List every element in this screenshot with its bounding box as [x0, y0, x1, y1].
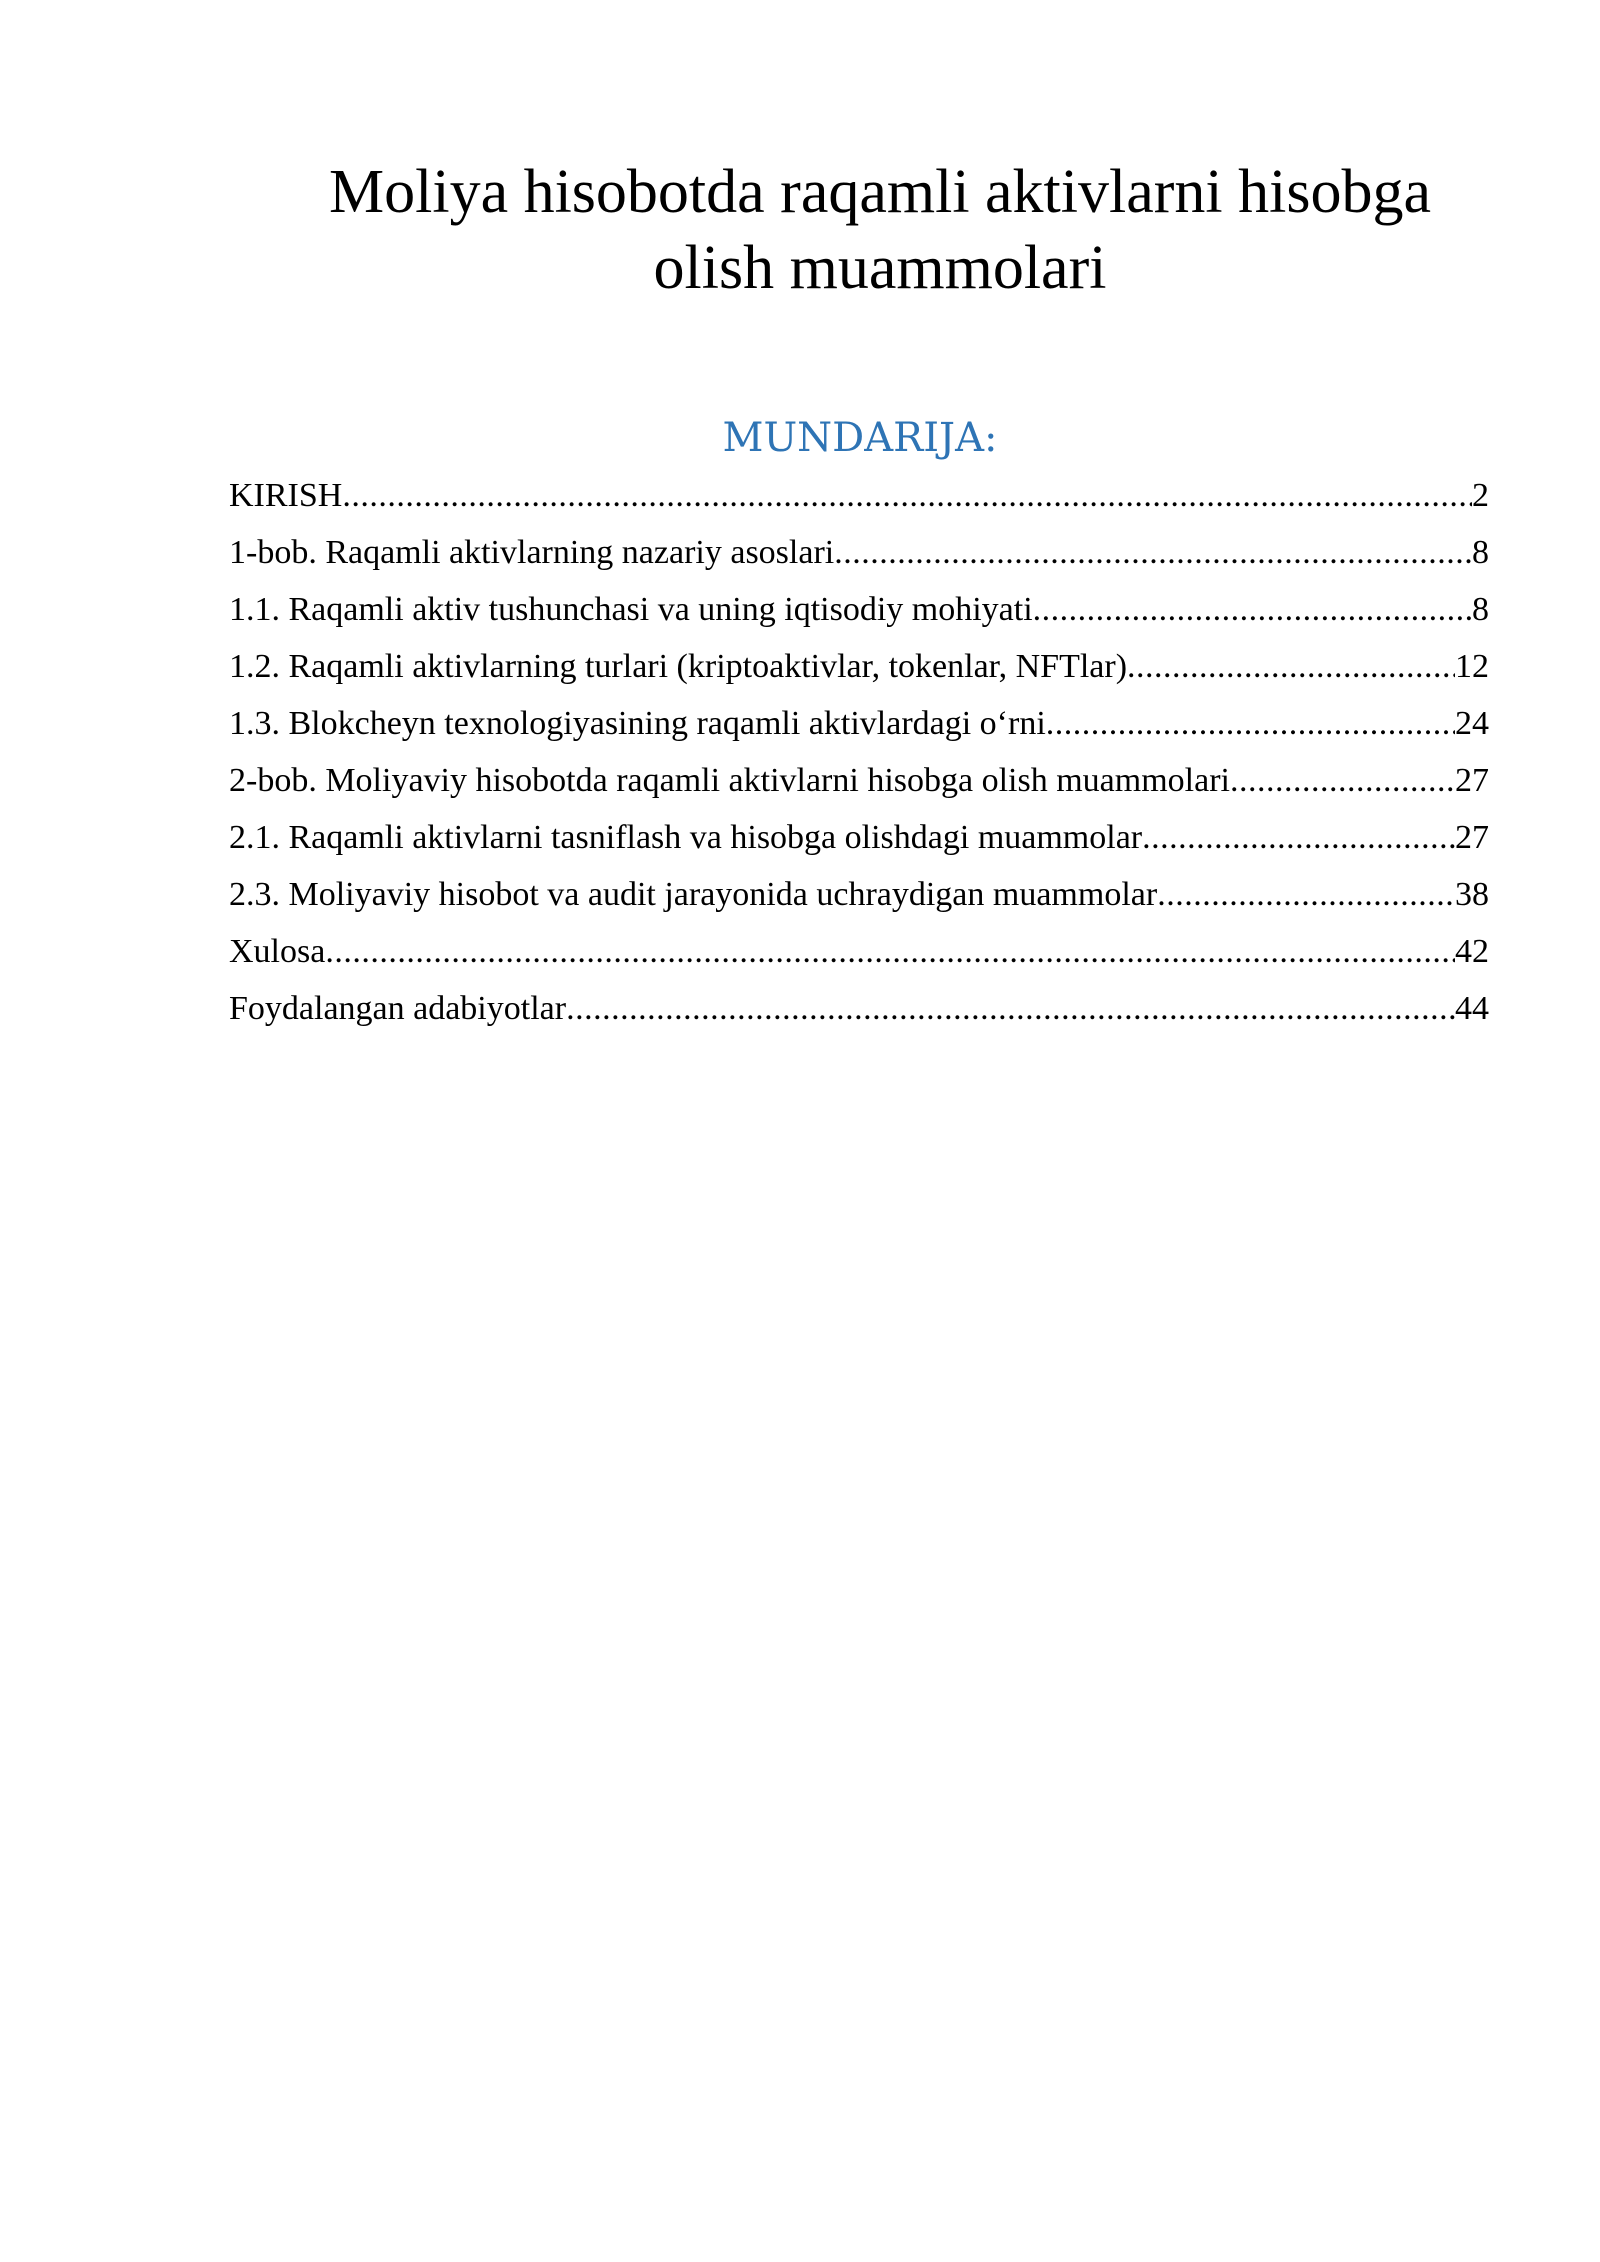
document-title-line-2: olish muammolari: [653, 234, 1107, 302]
document-title-line-1: Moliya hisobotda raqamli aktivlarni hisobga: [328, 158, 1431, 226]
toc-entry-page: 8: [1472, 591, 1489, 628]
toc-entry-label: KIRISH: [229, 477, 343, 514]
toc-entry-page: 27: [1455, 819, 1489, 856]
toc-entry-section-1-1[interactable]: [229, 581, 1489, 638]
toc-dot-leader: [1230, 752, 1455, 809]
toc-entry-page: 24: [1455, 705, 1489, 742]
toc-entry-references[interactable]: [229, 980, 1489, 1037]
toc-heading: MUNDARIJA:: [722, 415, 998, 461]
toc-entry-page: 27: [1455, 762, 1489, 799]
toc-entry-page: 44: [1455, 990, 1489, 1027]
toc-dot-leader: [325, 923, 1455, 980]
toc-entry-label: 2.1. Raqamli aktivlarni tasniflash va hisobga olishdagi muammolar: [229, 819, 1143, 856]
toc-entry-page: 2: [1472, 477, 1489, 514]
toc-entry-chapter-1[interactable]: [229, 524, 1489, 581]
toc-entry-kirish[interactable]: [229, 467, 1489, 524]
toc-entry-label: 1.3. Blokcheyn texnologiyasining raqamli aktivlardagi o‘rni: [229, 705, 1046, 742]
toc-dot-leader: [1033, 581, 1472, 638]
document-title: [230, 154, 1530, 306]
toc-entry-page: 38: [1455, 876, 1489, 913]
toc-entry-section-1-2[interactable]: [229, 638, 1489, 695]
toc-entry-page: 42: [1455, 933, 1489, 970]
toc-entry-section-2-1[interactable]: [229, 809, 1489, 866]
toc-entry-page: 12: [1455, 648, 1489, 685]
toc-dot-leader: [566, 980, 1455, 1037]
toc-dot-leader: [1127, 638, 1455, 695]
toc-entry-label: 2-bob. Moliyaviy hisobotda raqamli aktivlarni hisobga olish muammolari: [229, 762, 1230, 799]
toc-dot-leader: [1157, 866, 1455, 923]
toc-entry-page: 8: [1472, 534, 1489, 571]
toc-dot-leader: [1046, 695, 1455, 752]
toc-entry-label: Foydalangan adabiyotlar: [229, 990, 567, 1027]
toc-entry-chapter-2[interactable]: [229, 752, 1489, 809]
toc-entry-label: 1-bob. Raqamli aktivlarning nazariy asoslari: [229, 534, 835, 571]
toc-dot-leader: [1142, 809, 1455, 866]
toc-entry-label: 2.3. Moliyaviy hisobot va audit jarayonida uchraydigan muammolar: [229, 876, 1158, 913]
toc-entry-section-2-3[interactable]: [229, 866, 1489, 923]
toc-entry-label: Xulosa: [229, 933, 326, 970]
toc-dot-leader: [342, 467, 1472, 524]
toc-dot-leader: [834, 524, 1472, 581]
toc-entry-section-1-3[interactable]: [229, 695, 1489, 752]
toc-entry-xulosa[interactable]: [229, 923, 1489, 980]
table-of-contents: [229, 467, 1489, 1037]
toc-entry-label: 1.1. Raqamli aktiv tushunchasi va uning iqtisodiy mohiyati: [229, 591, 1033, 628]
toc-entry-label: 1.2. Raqamli aktivlarning turlari (kriptoaktivlar, tokenlar, NFTlar): [229, 648, 1128, 685]
